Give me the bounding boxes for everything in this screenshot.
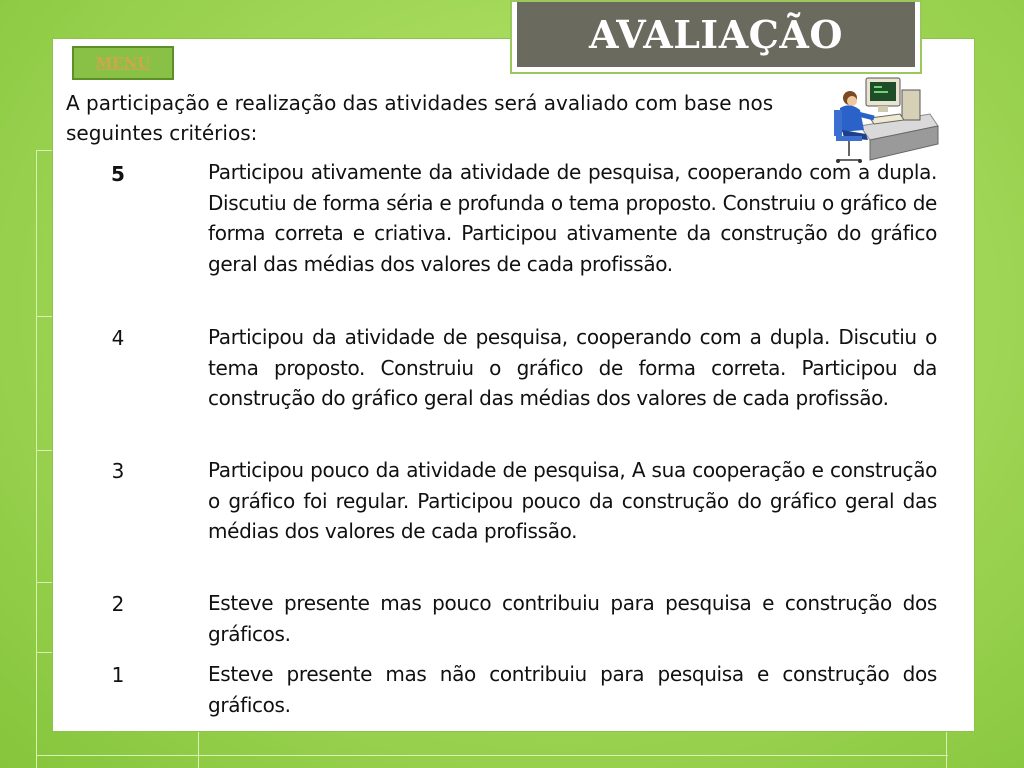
criterion-score: 5: [111, 162, 125, 186]
criterion-score: 4: [111, 326, 125, 350]
criterion-score: 1: [111, 663, 125, 687]
grid-line: [36, 755, 948, 756]
criterion-description: Esteve presente mas não contribuiu para pesquisa e construção dos gráficos.: [208, 662, 937, 717]
criterion-description: Participou da atividade de pesquisa, cooperando com a dupla. Discutiu o tema proposto. Construiu o gráfico de forma correta. Participou da construção do gráfico geral das médias dos valores de cada profissão.: [208, 325, 937, 410]
intro-text: A participação e realização das atividades será avaliado com base nos seguintes critérios:: [66, 91, 774, 145]
menu-button[interactable]: MENU: [72, 46, 174, 80]
criterion-score: 3: [111, 459, 125, 483]
criterion-description: Participou pouco da atividade de pesquisa, A sua cooperação e construção o gráfico foi regular. Participou pouco da construção do gráfico geral das médias dos valores de cada profissão.: [208, 458, 937, 543]
criterion-score: 2: [111, 592, 125, 616]
criterion-description: Participou ativamente da atividade de pesquisa, cooperando com a dupla. Discutiu de forma séria e profunda o tema proposto. Construiu o gráfico de forma correta e criativa. Participou ativamente da construção do gráfico geral das médias dos valores de cada profissão.: [208, 160, 937, 276]
slide-title-box: [510, 0, 922, 74]
grid-line: [36, 150, 37, 768]
criterion-description: Esteve presente mas pouco contribuiu para pesquisa e construção dos gráficos.: [208, 591, 937, 646]
person-at-computer-icon: [830, 74, 940, 166]
slide-title: AVALIAÇÃO: [517, 2, 915, 67]
